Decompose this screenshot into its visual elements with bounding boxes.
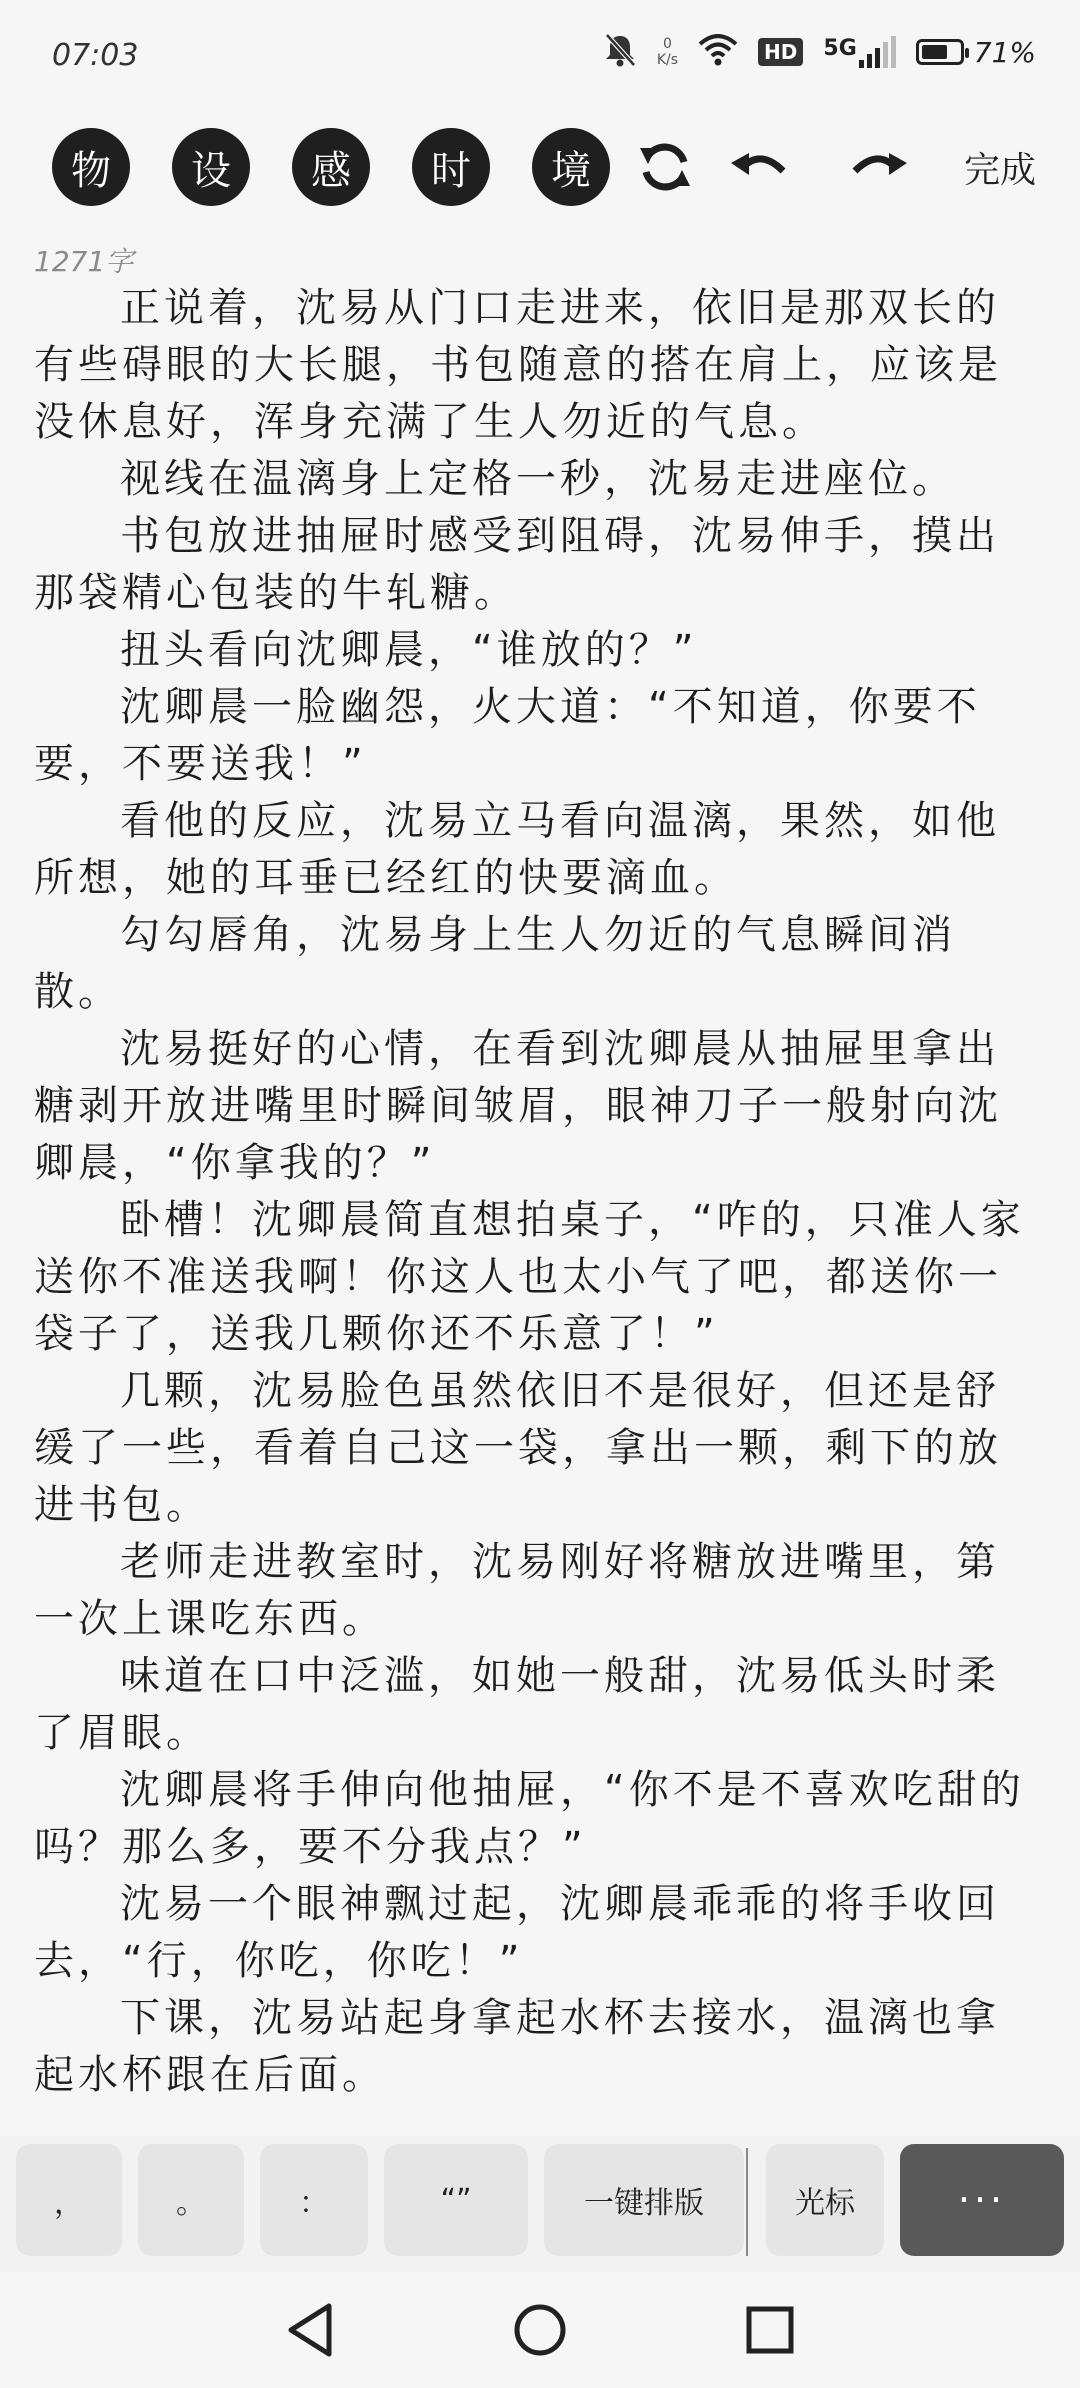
paragraph: 正说着，沈易从门口走进来，依旧是那双长的有些碍眼的大长腿，书包随意的搭在肩上，应该是没休息好，浑身充满了生人勿近的气息。 bbox=[34, 285, 1002, 445]
signal-indicator: 5G bbox=[823, 36, 895, 68]
cursor-button[interactable]: 光标 bbox=[766, 2144, 884, 2256]
comma-key[interactable]: ， bbox=[16, 2144, 122, 2256]
system-nav-bar bbox=[0, 2272, 1080, 2388]
character-button[interactable]: 物 bbox=[52, 128, 130, 206]
setting-button[interactable]: 设 bbox=[172, 128, 250, 206]
paragraph: 几颗，沈易脸色虽然依旧不是很好，但还是舒缓了一些，看着自己这一袋，拿出一颗，剩下的放进书包。 bbox=[34, 1368, 1002, 1528]
status-bar bbox=[0, 0, 1080, 110]
status-icons bbox=[603, 32, 1036, 72]
paragraph: 卧槽！沈卿晨简直想拍桌子，“咋的，只准人家送你不准送我啊！你这人也太小气了吧，都送你一袋子了，送我几颗你还不乐意了！” bbox=[34, 1197, 1025, 1357]
battery-icon bbox=[916, 39, 964, 65]
paragraph: 扭头看向沈卿晨，“谁放的？” bbox=[120, 627, 698, 673]
net-speed: 0 K/s bbox=[656, 36, 679, 68]
hd-badge: HD bbox=[758, 38, 803, 66]
quotes-key[interactable]: “” bbox=[384, 2144, 528, 2256]
time-button[interactable]: 时 bbox=[412, 128, 490, 206]
paragraph: 沈易挺好的心情，在看到沈卿晨从抽屉里拿出糖剥开放进嘴里时瞬间皱眉，眼神刀子一般射向沈卿晨，“你拿我的？” bbox=[34, 1026, 1002, 1186]
auto-format-button[interactable]: 一键排版 bbox=[544, 2144, 744, 2256]
paragraph: 看他的反应，沈易立马看向温漓，果然，如他所想，她的耳垂已经红的快要滴血。 bbox=[34, 798, 1000, 901]
scene-button[interactable]: 境 bbox=[532, 128, 610, 206]
paragraph: 老师走进教室时，沈易刚好将糖放进嘴里，第一次上课吃东西。 bbox=[34, 1539, 1000, 1642]
refresh-icon[interactable] bbox=[634, 136, 696, 198]
battery-indicator: 71% bbox=[916, 36, 1036, 69]
more-button[interactable]: ··· bbox=[900, 2144, 1064, 2256]
done-button[interactable]: 完成 bbox=[963, 150, 1036, 191]
nav-recents-icon[interactable] bbox=[740, 2300, 800, 2360]
period-key[interactable]: 。 bbox=[138, 2144, 244, 2256]
shortcut-bar bbox=[0, 2136, 1080, 2272]
paragraph: 沈易一个眼神飘过起，沈卿晨乖乖的将手收回去，“行，你吃，你吃！” bbox=[34, 1881, 1000, 1984]
word-count: 1271字 bbox=[34, 245, 134, 278]
wifi-icon bbox=[698, 34, 738, 70]
nav-home-icon[interactable] bbox=[510, 2300, 570, 2360]
nav-back-icon[interactable] bbox=[280, 2300, 340, 2360]
text-editor[interactable] bbox=[34, 280, 1034, 2128]
bell-off-icon bbox=[603, 32, 637, 72]
paragraph: 味道在口中泛滥，如她一般甜，沈易低头时柔了眉眼。 bbox=[34, 1653, 1000, 1756]
undo-icon[interactable] bbox=[728, 136, 790, 198]
paragraph: 视线在温漓身上定格一秒，沈易走进座位。 bbox=[120, 456, 956, 502]
redo-icon[interactable] bbox=[848, 136, 910, 198]
paragraph: 勾勾唇角，沈易身上生人勿近的气息瞬间消散。 bbox=[34, 912, 956, 1015]
paragraph: 沈卿晨将手伸向他抽屉，“你不是不喜欢吃甜的吗？那么多，要不分我点？” bbox=[34, 1767, 1025, 1870]
emotion-button[interactable]: 感 bbox=[292, 128, 370, 206]
paragraph: 书包放进抽屉时感受到阻碍，沈易伸手，摸出那袋精心包装的牛轧糖。 bbox=[34, 513, 1000, 616]
editor-toolbar bbox=[0, 120, 1080, 220]
paragraph: 下课，沈易站起身拿起水杯去接水，温漓也拿起水杯跟在后面。 bbox=[34, 1995, 1000, 2098]
paragraph: 沈卿晨一脸幽怨，火大道：“不知道，你要不要，不要送我！” bbox=[34, 684, 981, 787]
colon-key[interactable]: ： bbox=[260, 2144, 368, 2256]
divider bbox=[746, 2148, 748, 2256]
status-time: 07:03 bbox=[52, 38, 139, 73]
